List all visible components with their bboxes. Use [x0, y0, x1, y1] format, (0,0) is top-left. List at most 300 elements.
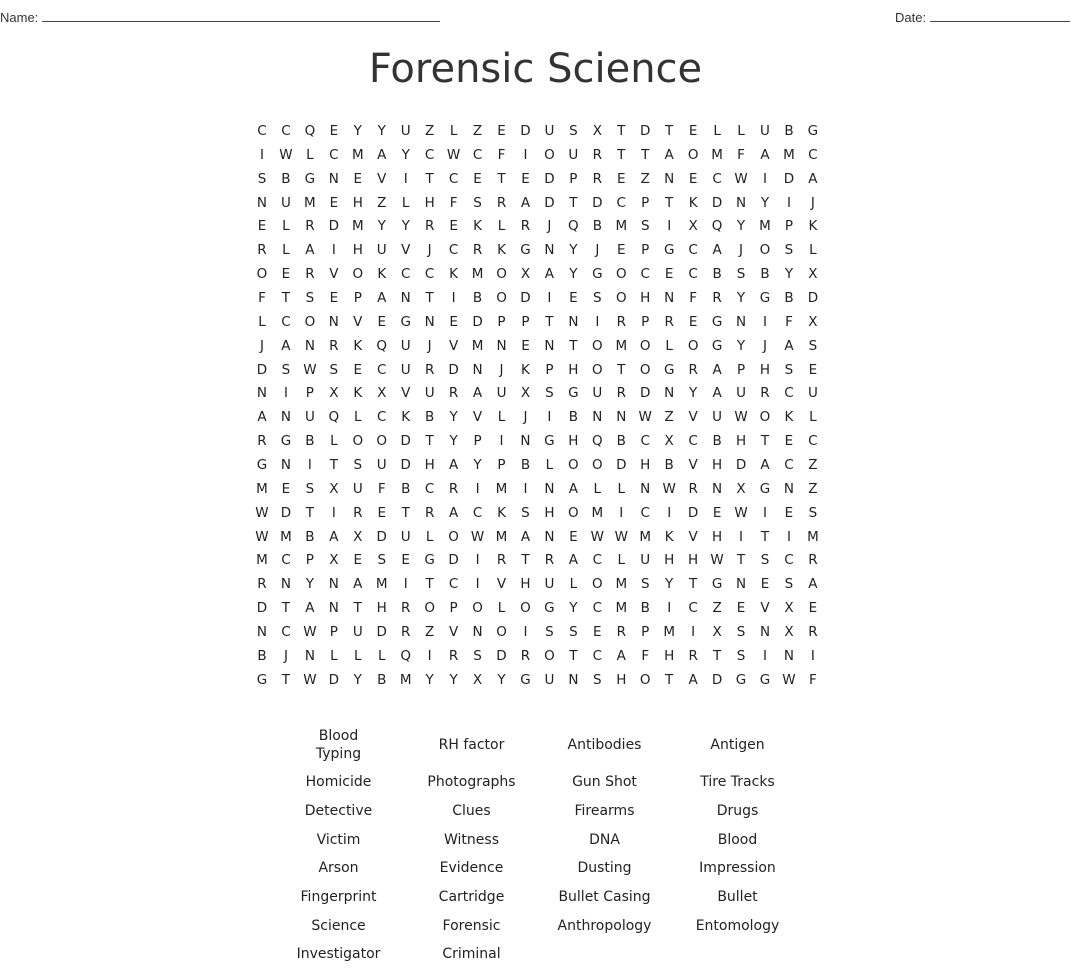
grid-letter: Z: [640, 170, 650, 187]
grid-letter: X: [329, 552, 339, 569]
grid-letter: N: [568, 671, 579, 688]
grid-letter: V: [496, 576, 507, 593]
grid-letter: E: [353, 552, 363, 569]
grid-letter: G: [544, 600, 555, 617]
grid-letter: E: [257, 218, 267, 235]
word-list-item: RH factor: [438, 737, 505, 753]
grid-letter: E: [497, 123, 506, 139]
grid-letter: R: [760, 385, 770, 402]
grid-letter: Q: [400, 647, 412, 664]
grid-letter: C: [640, 504, 650, 521]
grid-letter: T: [425, 576, 434, 593]
grid-letter: R: [305, 266, 315, 283]
grid-letter: T: [689, 576, 698, 593]
grid-letter: T: [281, 671, 291, 688]
grid-letter: D: [735, 457, 747, 474]
grid-letter: I: [451, 290, 456, 307]
grid-letter: S: [569, 624, 578, 641]
grid-letter: P: [449, 600, 458, 617]
grid-letter: C: [281, 313, 291, 330]
grid-letter: I: [331, 242, 336, 259]
grid-letter: C: [424, 146, 435, 163]
grid-letter: Y: [305, 576, 314, 593]
grid-letter: D: [400, 433, 411, 450]
grid-letter: E: [377, 504, 386, 521]
grid-letter: B: [257, 647, 267, 664]
grid-letter: V: [448, 337, 459, 354]
grid-letter: A: [448, 504, 459, 521]
grid-letter: L: [425, 528, 434, 545]
grid-letter: R: [424, 218, 435, 235]
grid-letter: N: [640, 480, 651, 497]
grid-letter: E: [281, 266, 291, 283]
grid-letter: O: [759, 409, 771, 426]
grid-letter: J: [427, 337, 432, 354]
grid-letter: G: [735, 671, 747, 688]
grid-letter: B: [472, 290, 483, 307]
grid-letter: E: [569, 290, 578, 307]
word-list-item: Criminal: [442, 946, 501, 963]
grid-letter: K: [521, 361, 530, 378]
grid-letter: J: [739, 242, 744, 259]
grid-letter: P: [784, 218, 794, 235]
grid-letter: T: [305, 504, 314, 521]
grid-letter: L: [569, 576, 578, 593]
grid-letter: N: [328, 313, 339, 330]
grid-letter: M: [495, 480, 508, 497]
grid-letter: I: [259, 146, 264, 163]
word-list-item: Fingerprint: [300, 889, 377, 906]
grid-letter: N: [568, 313, 579, 330]
grid-letter: Q: [376, 337, 388, 354]
grid-letter: Q: [711, 218, 723, 235]
grid-letter: D: [520, 123, 531, 139]
grid-letter: P: [497, 457, 506, 474]
grid-letter: W: [638, 409, 652, 426]
grid-letter: P: [641, 242, 650, 259]
page-title: Forensic Science: [368, 46, 703, 92]
grid-letter: R: [329, 337, 339, 354]
grid-letter: E: [617, 242, 626, 259]
grid-row: [250, 359, 825, 383]
grid-letter: K: [497, 242, 506, 259]
grid-letter: E: [712, 504, 722, 521]
grid-letter: O: [352, 433, 364, 450]
grid-letter: C: [784, 552, 794, 569]
grid-letter: N: [424, 313, 435, 330]
grid-letter: X: [664, 433, 674, 450]
grid-letter: A: [520, 194, 531, 211]
grid-letter: I: [307, 457, 312, 474]
word-list-item: Tire Tracks: [700, 774, 775, 791]
grid-letter: T: [617, 123, 626, 139]
grid-letter: S: [808, 337, 818, 354]
grid-letter: O: [496, 290, 507, 307]
grid-letter: I: [763, 647, 767, 664]
grid-letter: T: [353, 600, 362, 617]
grid-row: [250, 549, 825, 573]
grid-letter: E: [353, 170, 363, 187]
grid-letter: N: [664, 170, 675, 187]
grid-letter: S: [545, 624, 554, 641]
grid-letter: E: [784, 433, 794, 450]
grid-letter: N: [256, 624, 268, 641]
grid-letter: Y: [425, 671, 434, 688]
name-field: [0, 9, 440, 25]
grid-letter: A: [616, 647, 626, 664]
grid-letter: E: [593, 624, 602, 641]
grid-letter: Z: [472, 123, 483, 139]
grid-letter: E: [281, 480, 291, 497]
grid-letter: N: [280, 576, 291, 593]
grid-letter: B: [281, 170, 291, 187]
grid-row: [250, 382, 825, 406]
grid-letter: V: [688, 409, 698, 426]
grid-letter: B: [520, 457, 531, 474]
grid-letter: D: [640, 123, 651, 139]
date-label: Date:: [895, 10, 927, 25]
grid-letter: Y: [401, 218, 410, 235]
grid-letter: E: [784, 504, 794, 521]
grid-letter: R: [808, 624, 818, 641]
grid-letter: O: [639, 337, 651, 354]
grid-letter: X: [784, 624, 794, 641]
grid-letter: M: [591, 504, 604, 521]
grid-letter: R: [664, 313, 674, 330]
grid-letter: G: [304, 170, 316, 187]
grid-letter: A: [784, 337, 794, 354]
grid-letter: C: [688, 433, 698, 450]
grid-letter: B: [784, 123, 794, 139]
word-list-item: Anthropology: [557, 917, 652, 934]
grid-letter: I: [810, 647, 815, 664]
grid-letter: O: [615, 266, 627, 283]
grid-letter: X: [329, 385, 339, 402]
grid-letter: L: [449, 123, 458, 139]
grid-letter: T: [760, 433, 770, 450]
grid-row: [250, 573, 825, 597]
grid-letter: I: [786, 528, 791, 545]
grid-letter: L: [354, 647, 362, 664]
word-list-item: Homicide: [305, 774, 372, 791]
grid-letter: E: [688, 170, 698, 187]
grid-letter: U: [760, 123, 770, 139]
grid-letter: G: [256, 457, 268, 474]
grid-letter: D: [328, 218, 340, 235]
grid-letter: U: [400, 123, 411, 139]
grid-letter: C: [592, 552, 603, 569]
grid-letter: S: [736, 266, 746, 283]
grid-letter: N: [496, 337, 507, 354]
grid-letter: T: [569, 647, 578, 664]
grid-letter: D: [711, 671, 723, 688]
word-list-item: Cartridge: [438, 889, 505, 906]
grid-letter: D: [376, 528, 387, 545]
grid-letter: V: [353, 313, 363, 330]
grid-letter: S: [569, 123, 578, 139]
grid-letter: D: [256, 600, 268, 617]
grid-letter: V: [688, 457, 698, 474]
grid-letter: N: [616, 409, 627, 426]
grid-letter: S: [784, 361, 794, 378]
grid-letter: X: [688, 218, 698, 235]
grid-letter: N: [783, 647, 794, 664]
grid-letter: B: [592, 218, 602, 235]
grid-letter: D: [616, 457, 627, 474]
grid-letter: E: [760, 576, 770, 593]
grid-letter: X: [520, 385, 531, 402]
grid-letter: Y: [736, 218, 746, 235]
grid-letter: G: [592, 266, 603, 283]
grid-letter: L: [545, 457, 554, 474]
grid-letter: W: [590, 528, 604, 545]
grid-letter: M: [615, 218, 628, 235]
grid-letter: N: [472, 624, 483, 641]
grid-letter: R: [496, 552, 507, 569]
grid-letter: U: [592, 385, 603, 402]
grid-letter: Y: [401, 146, 410, 163]
grid-letter: D: [807, 290, 819, 307]
grid-letter: B: [712, 266, 722, 283]
grid-letter: S: [736, 647, 746, 664]
word-list-item: Arson: [318, 860, 359, 877]
grid-letter: C: [400, 266, 411, 283]
grid-letter: L: [377, 647, 386, 664]
grid-letter: V: [688, 528, 698, 545]
grid-letter: C: [329, 146, 339, 163]
grid-letter: M: [615, 600, 628, 617]
grid-letter: M: [471, 337, 484, 354]
grid-letter: F: [449, 194, 458, 211]
grid-letter: A: [472, 385, 483, 402]
grid-letter: W: [279, 146, 293, 163]
grid-letter: G: [520, 671, 531, 688]
grid-letter: S: [329, 361, 339, 378]
name-label: Name:: [0, 10, 39, 25]
grid-letter: K: [353, 337, 363, 354]
grid-letter: A: [568, 552, 578, 569]
grid-letter: C: [448, 242, 459, 259]
grid-letter: R: [401, 600, 411, 617]
grid-letter: E: [688, 313, 698, 330]
grid-letter: S: [593, 290, 602, 307]
grid-letter: W: [734, 504, 748, 521]
grid-letter: Y: [569, 266, 578, 283]
grid-letter: W: [303, 361, 317, 378]
grid-letter: N: [712, 480, 723, 497]
grid-letter: O: [568, 504, 579, 521]
grid-letter: B: [401, 480, 411, 497]
grid-letter: O: [639, 671, 651, 688]
grid-letter: H: [640, 457, 651, 474]
grid-letter: A: [257, 409, 267, 426]
grid-letter: U: [544, 576, 555, 593]
grid-letter: S: [281, 361, 291, 378]
grid-letter: A: [520, 528, 531, 545]
grid-letter: A: [712, 361, 722, 378]
grid-letter: G: [663, 242, 675, 259]
grid-letter: G: [400, 313, 411, 330]
grid-letter: X: [808, 313, 818, 330]
grid-letter: Y: [497, 671, 506, 688]
grid-letter: U: [304, 409, 315, 426]
grid-letter: N: [664, 385, 675, 402]
grid-row: [250, 239, 825, 263]
grid-letter: W: [614, 528, 628, 545]
grid-letter: C: [808, 146, 818, 163]
grid-letter: E: [808, 600, 818, 617]
grid-letter: Y: [736, 290, 746, 307]
grid-letter: N: [735, 194, 747, 211]
grid-letter: Y: [449, 433, 458, 450]
grid-letter: R: [448, 647, 459, 664]
grid-letter: C: [784, 457, 794, 474]
grid-letter: D: [400, 457, 411, 474]
grid-letter: H: [735, 433, 747, 450]
grid-letter: S: [736, 624, 746, 641]
grid-letter: N: [544, 528, 555, 545]
grid-letter: M: [399, 671, 412, 688]
word-list-item: Blood Typing: [315, 728, 362, 762]
grid-letter: M: [495, 528, 508, 545]
grid-letter: R: [496, 194, 507, 211]
grid-letter: Z: [377, 194, 387, 211]
grid-letter: O: [352, 266, 364, 283]
grid-letter: H: [664, 647, 675, 664]
grid-letter: R: [424, 361, 435, 378]
grid-letter: D: [280, 504, 292, 521]
grid-letter: R: [712, 290, 722, 307]
grid-letter: A: [377, 290, 387, 307]
grid-letter: X: [377, 385, 387, 402]
grid-letter: E: [617, 170, 626, 187]
grid-letter: T: [665, 671, 674, 688]
grid-letter: E: [329, 290, 339, 307]
grid-letter: O: [256, 266, 268, 283]
grid-letter: E: [569, 528, 578, 545]
grid-letter: M: [783, 146, 795, 163]
word-list-item: Photographs: [427, 774, 516, 791]
word-list-item: Dusting: [577, 860, 632, 877]
grid-letter: G: [280, 433, 292, 450]
grid-letter: O: [639, 361, 651, 378]
grid-letter: D: [448, 552, 459, 569]
grid-letter: I: [523, 480, 528, 497]
word-list-item: Impression: [699, 860, 776, 877]
grid-letter: Y: [377, 123, 386, 139]
grid-letter: I: [523, 624, 528, 641]
grid-letter: N: [280, 409, 291, 426]
grid-letter: T: [665, 123, 674, 139]
grid-letter: C: [377, 409, 387, 426]
grid-letter: T: [569, 337, 578, 354]
grid-letter: B: [377, 671, 387, 688]
grid-letter: I: [691, 624, 696, 641]
grid-letter: D: [783, 170, 795, 187]
grid-letter: P: [736, 361, 746, 378]
grid-row: [250, 502, 825, 526]
grid-letter: I: [667, 218, 672, 235]
word-list-item: Victim: [316, 831, 361, 848]
grid-letter: T: [497, 170, 506, 187]
grid-letter: C: [472, 504, 483, 521]
grid-letter: B: [712, 433, 722, 450]
grid-letter: J: [763, 337, 767, 354]
grid-letter: C: [257, 123, 267, 139]
grid-row: [250, 263, 825, 287]
grid-row: [250, 526, 825, 550]
grid-letter: I: [595, 313, 600, 330]
grid-letter: M: [663, 624, 675, 641]
grid-letter: L: [665, 337, 673, 354]
grid-letter: S: [640, 576, 650, 593]
grid-letter: N: [256, 385, 268, 402]
grid-letter: H: [520, 576, 531, 593]
grid-letter: M: [807, 528, 819, 545]
grid-letter: E: [521, 337, 530, 354]
grid-letter: I: [619, 504, 624, 521]
grid-letter: T: [712, 647, 722, 664]
grid-letter: B: [425, 409, 435, 426]
grid-letter: O: [568, 457, 579, 474]
grid-letter: U: [544, 671, 555, 688]
grid-letter: O: [687, 146, 699, 163]
grid-letter: U: [712, 409, 723, 426]
grid-letter: L: [713, 123, 721, 139]
grid-letter: N: [328, 170, 339, 187]
grid-letter: G: [759, 480, 771, 497]
grid-letter: C: [448, 576, 459, 593]
grid-letter: C: [712, 170, 722, 187]
grid-letter: O: [448, 528, 459, 545]
grid-letter: O: [496, 624, 507, 641]
grid-letter: G: [711, 576, 723, 593]
grid-row: [250, 335, 825, 359]
grid-letter: D: [544, 170, 555, 187]
grid-letter: C: [592, 600, 603, 617]
grid-letter: D: [472, 313, 483, 330]
grid-letter: H: [352, 242, 363, 259]
grid-letter: H: [376, 600, 387, 617]
grid-letter: R: [257, 576, 267, 593]
grid-letter: G: [711, 337, 723, 354]
word-list-item: Blood: [717, 831, 758, 848]
word-search-grid: [250, 120, 825, 693]
grid-letter: A: [760, 146, 770, 163]
grid-letter: G: [711, 313, 723, 330]
grid-letter: Z: [808, 457, 818, 474]
grid-letter: O: [424, 600, 435, 617]
grid-letter: A: [281, 337, 291, 354]
grid-letter: J: [427, 242, 432, 259]
grid-letter: T: [545, 313, 554, 330]
grid-letter: R: [544, 552, 555, 569]
grid-letter: U: [568, 146, 579, 163]
grid-letter: I: [475, 480, 480, 497]
grid-letter: L: [617, 480, 626, 497]
grid-letter: P: [641, 194, 650, 211]
grid-letter: C: [281, 552, 291, 569]
grid-letter: H: [759, 361, 771, 378]
grid-letter: R: [353, 504, 363, 521]
grid-letter: F: [737, 146, 745, 163]
grid-letter: T: [569, 194, 578, 211]
grid-letter: N: [544, 242, 555, 259]
grid-letter: Q: [328, 409, 340, 426]
grid-letter: F: [258, 290, 266, 307]
grid-letter: N: [544, 337, 555, 354]
grid-letter: P: [473, 433, 482, 450]
